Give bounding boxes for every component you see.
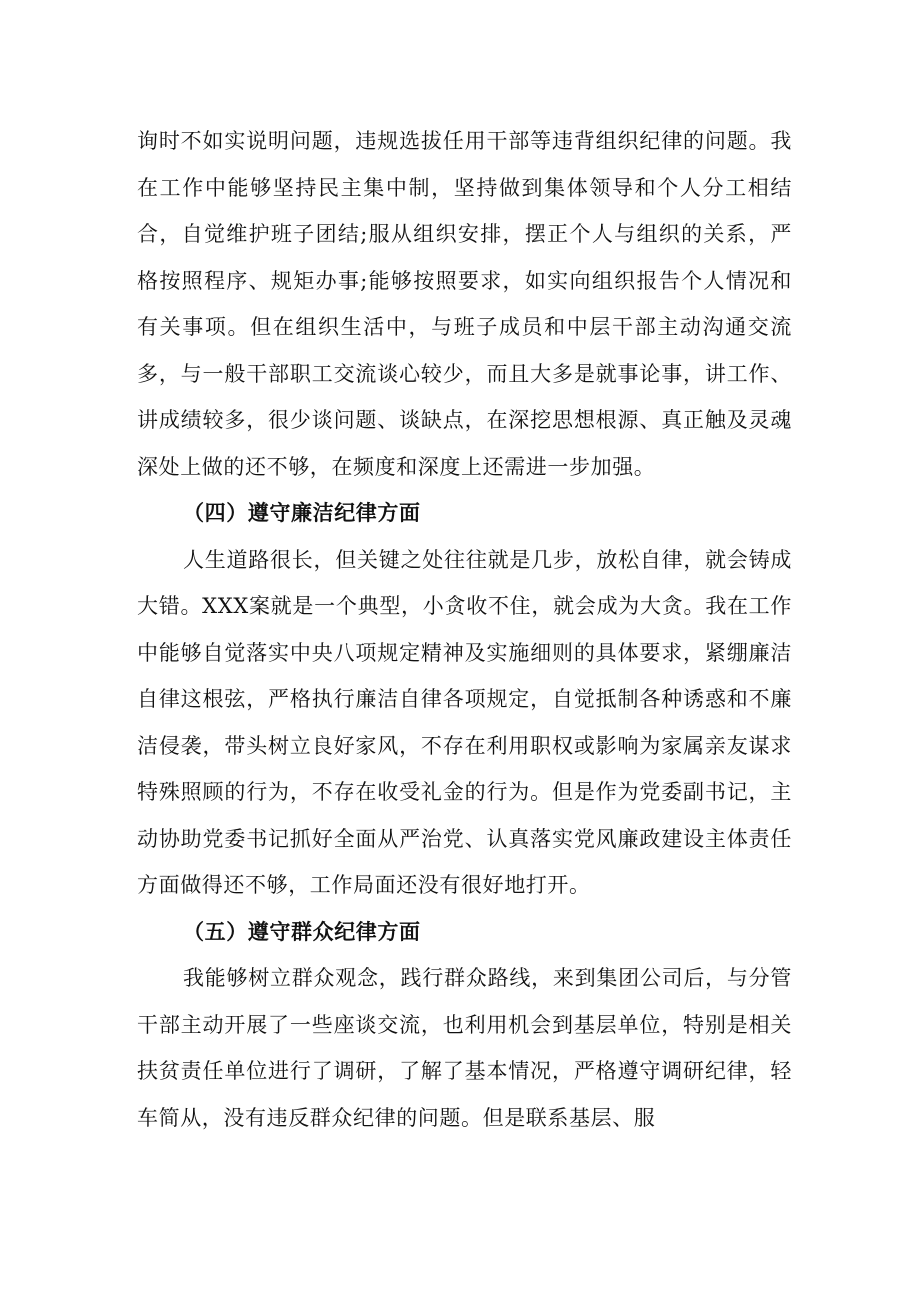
section-heading-mass-discipline: （五）遵守群众纪律方面 bbox=[183, 918, 421, 944]
paragraph-mass-discipline: 我能够树立群众观念，践行群众路线，来到集团公司后，与分管干部主动开展了一些座谈交流，也利用机会到基层单位，特别是相关扶贫责任单位进行了调研，了解了基本情况，严格遵守调研纪律，轻车简从，没有违反群众纪律的问题。但是联系基层、服 bbox=[137, 966, 792, 1130]
document-body bbox=[137, 118, 792, 1141]
section-heading-integrity-discipline: （四）遵守廉洁纪律方面 bbox=[183, 500, 421, 525]
paragraph-integrity-discipline: 人生道路很长，但关键之处往往就是几步，放松自律，就会铸成大错。XXX案就是一个典型，小贪收不住，就会成为大贪。我在工作中能够自觉落实中央八项规定精神及实施细则的具体要求，紧绷廉洁自律这根弦，严格执行廉洁自律各项规定，自觉抵制各种诱惑和不廉洁侵袭，带头树立良好家风，不存在利用职权或影响为家属亲友谋求特殊照顾的行为，不存在收受礼金的行为。但是作为党委副书记，主动协助党委书记抓好全面从严治党、认真落实党风廉政建设主体责任方面做得还不够，工作局面还没有很好地打开。 bbox=[137, 547, 792, 897]
paragraph-organizational-discipline-continued: 询时不如实说明问题，违规选拔任用干部等违背组织纪律的问题。我在工作中能够坚持民主集中制，坚持做到集体领导和个人分工相结合，自觉维护班子团结;服从组织安排，摆正个人与组织的关系，严格按照程序、规矩办事;能够按照要求，如实向组织报告个人情况和有关事项。但在组织生活中，与班子成员和中层干部主动沟通交流多，与一般干部职工交流谈心较少，而且大多是就事论事，讲工作、讲成绩较多，很少谈问题、谈缺点，在深挖思想根源、真正触及灵魂深处上做的还不够，在频度和深度上还需进一步加强。 bbox=[137, 129, 792, 479]
